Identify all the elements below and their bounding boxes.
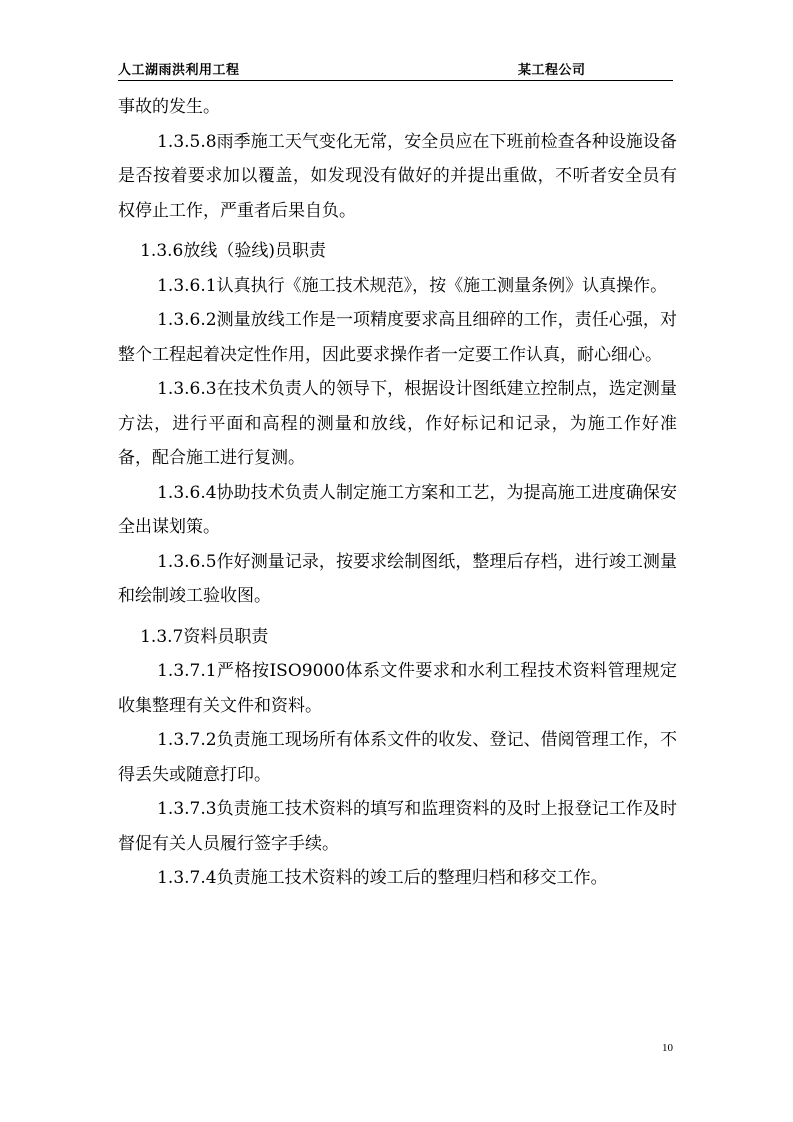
paragraph-1-3-6-3: 1.3.6.3在技术负责人的领导下，根据设计图纸建立控制点，选定测量方法，进行平面和高程的测量和放线，作好标记和记录，为施工作好准备，配合施工进行复测。 xyxy=(118,379,677,468)
paragraph-continuation: 事故的发生。 xyxy=(118,97,220,117)
paragraph-1-3-6-2: 1.3.6.2测量放线工作是一项精度要求高且细碎的工作，责任心强，对整个工程起着决定性作用，因此要求操作者一定要工作认真，耐心细心。 xyxy=(118,310,677,365)
page-number: 10 xyxy=(662,1042,673,1054)
header-divider xyxy=(118,80,673,81)
paragraph-1-3-6-1: 1.3.6.1认真执行《施工技术规范》，按《施工测量条例》认真操作。 xyxy=(157,275,668,296)
paragraph-1-3-5-8: 1.3.5.8雨季施工天气变化无常，安全员应在下班前检查各种设施设备是否按着要求加以覆盖，如发现没有做好的并提出重做，不听者安全员有权停止工作，严重者后果自负。 xyxy=(118,131,677,221)
paragraph-1-3-6-4: 1.3.6.4协助技术负责人制定施工方案和工艺，为提高施工进度确保安全出谋划策。 xyxy=(118,482,677,537)
page-header xyxy=(118,59,673,79)
paragraph-1-3-7-1: 1.3.7.1严格按ISO9000体系文件要求和水利工程技术资料管理规定收集整理有关文件和资料。 xyxy=(118,661,677,716)
document-body xyxy=(118,90,677,896)
paragraph-1-3-6-5: 1.3.6.5作好测量记录，按要求绘制图纸，整理后存档，进行竣工测量和绘制竣工验收图。 xyxy=(118,551,677,606)
paragraph-1-3-7-2: 1.3.7.2负责施工现场所有体系文件的收发、登记、借阅管理工作，不得丢失或随意打印。 xyxy=(118,730,677,785)
section-heading-1-3-6: 1.3.6放线（验线)员职责 xyxy=(140,241,326,261)
paragraph-1-3-7-4: 1.3.7.4负责施工技术资料的竣工后的整理归档和移交工作。 xyxy=(157,868,608,888)
paragraph-1-3-7-3: 1.3.7.3负责施工技术资料的填写和监理资料的及时上报登记工作及时督促有关人员履行签字手续。 xyxy=(118,799,677,854)
header-project-title: 人工湖雨洪利用工程 xyxy=(118,63,240,78)
header-company-name: 某工程公司 xyxy=(518,63,586,78)
section-heading-1-3-7: 1.3.7资料员职责 xyxy=(140,626,269,647)
